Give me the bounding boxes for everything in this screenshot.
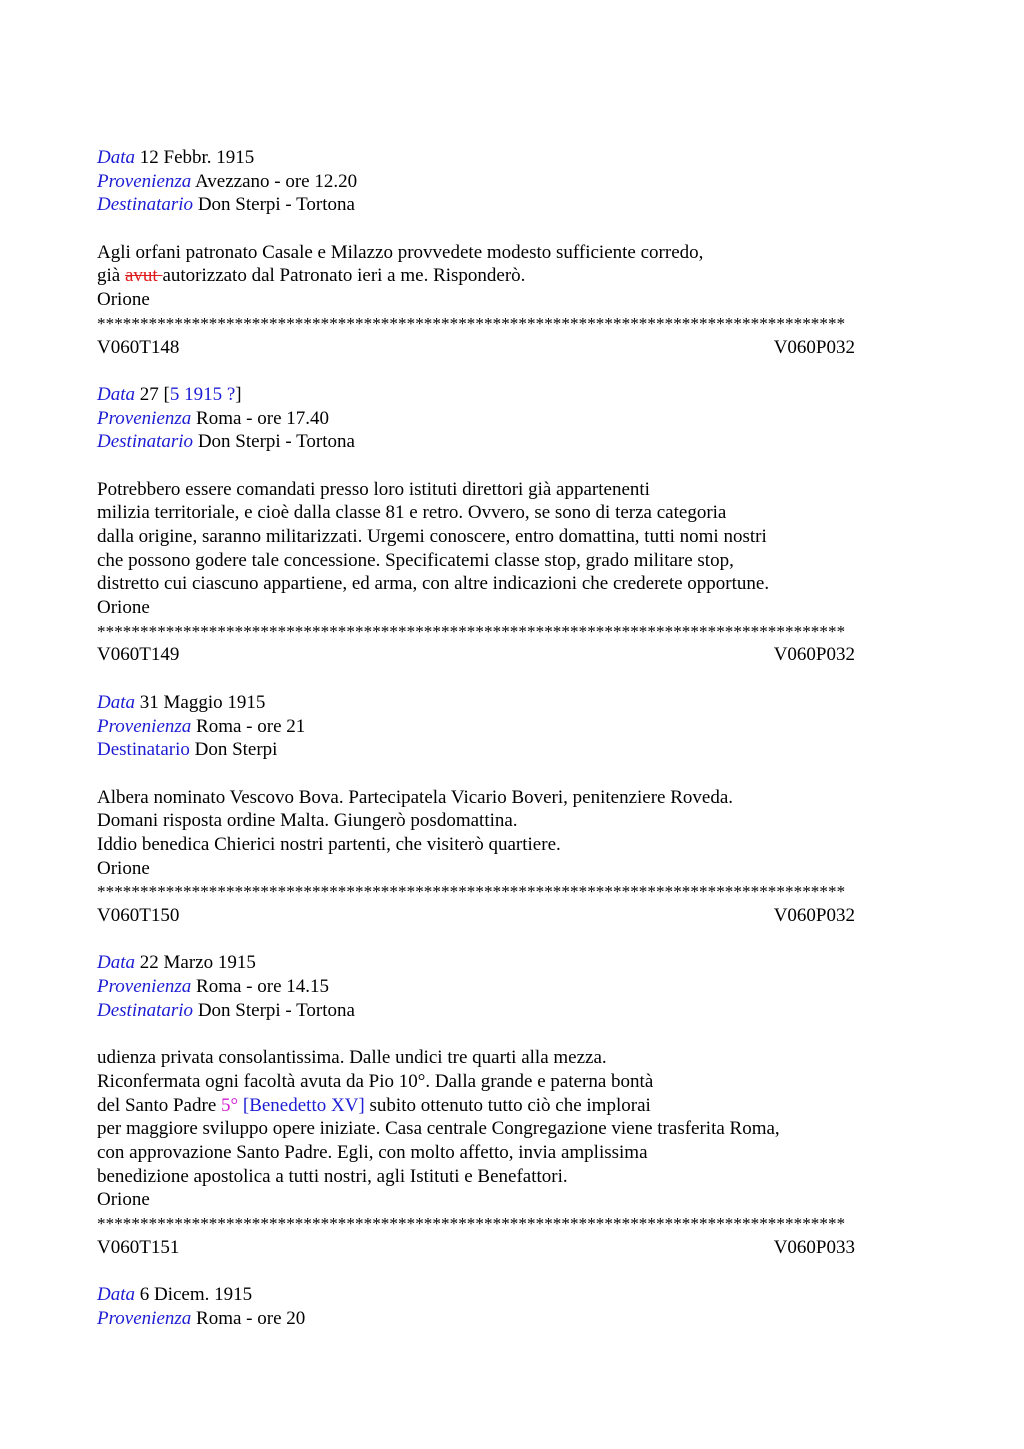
body-line: milizia territoriale, e cioè dalla classe 81 e retro. Ovvero, se sono di terza categoria bbox=[97, 502, 727, 524]
body-line: udienza privata consolantissima. Dalle undici tre quarti alla mezza. bbox=[97, 1047, 607, 1069]
body-line bbox=[97, 1094, 927, 1118]
date-bracket: ] bbox=[235, 383, 242, 405]
date-line bbox=[97, 951, 927, 975]
telegram-code: V060T151 bbox=[97, 1236, 180, 1258]
origin-value: Roma - ore 17.40 bbox=[196, 407, 330, 429]
separator: *************************************************************************************** bbox=[97, 882, 846, 902]
body-text: autorizzato dal Patronato ieri a me. Risponderò. bbox=[162, 265, 526, 287]
recipient-line bbox=[97, 999, 927, 1023]
body-text: già bbox=[97, 265, 125, 287]
telegram-document bbox=[97, 146, 927, 1330]
body-line: Agli orfani patronato Casale e Milazzo provvedete modesto sufficiente corredo, bbox=[97, 241, 704, 263]
page-code: V060P032 bbox=[773, 905, 855, 926]
reference-line bbox=[97, 1236, 855, 1260]
body-line: Domani risposta ordine Malta. Giungerò posdomattina. bbox=[97, 810, 518, 832]
reference-line bbox=[97, 336, 855, 360]
body-line: Albera nominato Vescovo Bova. Partecipatela Vicario Boveri, penitenziere Roveda. bbox=[97, 786, 734, 808]
body-line: con approvazione Santo Padre. Egli, con molto affetto, invia amplissima bbox=[97, 1141, 648, 1163]
date-line bbox=[97, 691, 927, 715]
date-value: 31 Maggio 1915 bbox=[139, 691, 266, 713]
body-line: che possono godere tale concessione. Specificatemi classe stop, grado militare stop, bbox=[97, 549, 734, 571]
date-label: Data bbox=[97, 691, 135, 713]
recipient-value: Don Sterpi - Tortona bbox=[197, 999, 355, 1021]
origin-label: Provenienza bbox=[97, 407, 192, 429]
date-value: 12 Febbr. 1915 bbox=[139, 147, 255, 168]
origin-value: Roma - ore 14.15 bbox=[196, 976, 330, 998]
body-line: distretto cui ciascuno appartiene, ed arma, con altre indicazioni che crederete opportune. bbox=[97, 573, 770, 595]
date-value: 27 [ bbox=[139, 383, 170, 405]
body-line: dalla origine, saranno militarizzati. Urgemi conoscere, entro domattina, tutti nomi nostri bbox=[97, 526, 767, 547]
recipient-label: Destinatario bbox=[97, 431, 194, 453]
recipient-label: Destinatario bbox=[97, 194, 194, 216]
origin-label: Provenienza bbox=[97, 715, 192, 737]
recipient-line bbox=[97, 738, 927, 762]
page-code: V060P033 bbox=[773, 1236, 855, 1258]
origin-line bbox=[97, 407, 927, 431]
origin-line bbox=[97, 975, 927, 999]
date-label: Data bbox=[97, 147, 135, 168]
date-label: Data bbox=[97, 383, 135, 405]
date-label: Data bbox=[97, 952, 135, 974]
recipient-label: Destinatario bbox=[97, 999, 194, 1021]
reference-line bbox=[97, 904, 855, 928]
date-line bbox=[97, 146, 927, 170]
body-line: Iddio benedica Chierici nostri partenti, che visiterò quartiere. bbox=[97, 833, 561, 855]
page-code: V060P032 bbox=[773, 336, 855, 358]
signature: Orione bbox=[97, 597, 150, 619]
date-label: Data bbox=[97, 1284, 135, 1305]
body-line bbox=[97, 264, 927, 288]
origin-label: Provenienza bbox=[97, 1307, 192, 1329]
recipient-value: Don Sterpi - Tortona bbox=[197, 431, 355, 453]
body-line: per maggiore sviluppo opere iniziate. Casa centrale Congregazione viene trasferita Roma, bbox=[97, 1118, 780, 1140]
body-line: Riconfermata ogni facoltà avuta da Pio 10°. Dalla grande e paterna bontà bbox=[97, 1070, 654, 1092]
recipient-line bbox=[97, 430, 927, 454]
origin-value: Avezzano - ore 12.20 bbox=[194, 170, 358, 192]
origin-line bbox=[97, 715, 927, 739]
editor-note: [Benedetto XV] bbox=[242, 1094, 365, 1116]
body-line: benedizione apostolica a tutti nostri, agli Istituti e Benefattori. bbox=[97, 1165, 568, 1187]
body-text: del Santo Padre bbox=[97, 1094, 222, 1116]
date-line bbox=[97, 383, 927, 407]
signature: Orione bbox=[97, 1189, 150, 1211]
origin-value: Roma - ore 20 bbox=[196, 1307, 306, 1329]
telegram-code: V060T148 bbox=[97, 336, 180, 358]
origin-line bbox=[97, 170, 927, 194]
separator: *************************************************************************************** bbox=[97, 621, 846, 641]
telegram-code: V060T150 bbox=[97, 905, 180, 926]
recipient-value: Don Sterpi bbox=[194, 739, 278, 761]
signature: Orione bbox=[97, 289, 150, 311]
uncertain-date: 5 1915 ? bbox=[169, 383, 236, 405]
body-line: Potrebbero essere comandati presso loro istituti direttori già appartenenti bbox=[97, 478, 650, 500]
reference-line bbox=[97, 643, 855, 667]
separator: *************************************************************************************** bbox=[97, 313, 846, 333]
recipient-line bbox=[97, 193, 927, 217]
body-text: subito ottenuto tutto ciò che implorai bbox=[364, 1094, 651, 1116]
origin-value: Roma - ore 21 bbox=[196, 715, 306, 737]
origin-label: Provenienza bbox=[97, 170, 192, 192]
recipient-value: Don Sterpi - Tortona bbox=[197, 194, 355, 216]
struck-text: avut bbox=[124, 265, 163, 287]
recipient-label: Destinatario bbox=[97, 739, 190, 761]
separator: *************************************************************************************** bbox=[97, 1213, 846, 1233]
origin-label: Provenienza bbox=[97, 976, 192, 998]
telegram-code: V060T149 bbox=[97, 644, 180, 666]
editor-number: 5° bbox=[221, 1094, 239, 1116]
signature: Orione bbox=[97, 857, 150, 879]
page-code: V060P032 bbox=[773, 644, 855, 666]
date-value: 6 Dicem. 1915 bbox=[139, 1284, 253, 1305]
date-value: 22 Marzo 1915 bbox=[139, 952, 256, 974]
date-line bbox=[97, 1283, 927, 1307]
origin-line bbox=[97, 1307, 927, 1331]
